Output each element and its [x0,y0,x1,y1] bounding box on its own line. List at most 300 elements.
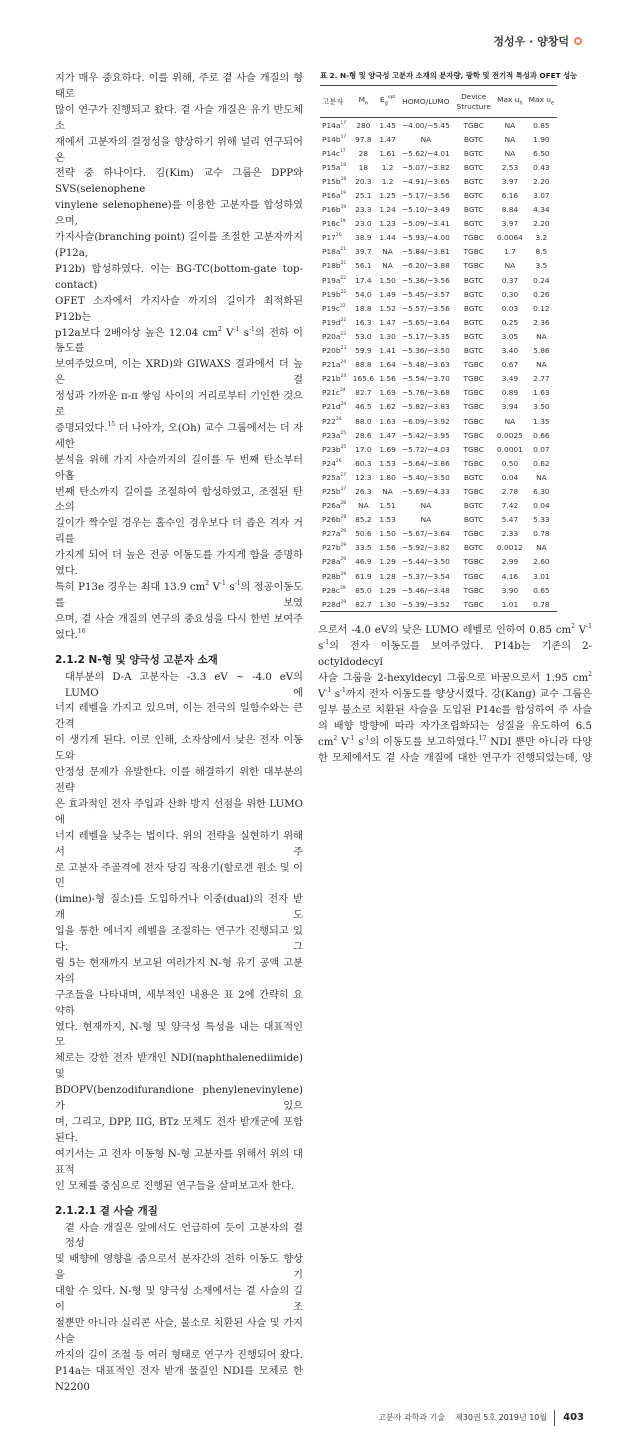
text-line [55,612,303,644]
two-column-body [55,71,592,1396]
cell-max-uh: 3.40 [501,346,519,356]
table-caption: 표 2. N-형 및 양극성 고분자 소재의 분자량, 광학 및 전기적 특성과 OFET 성능 [320,71,578,80]
polymer-name: P24 [322,458,336,468]
cell-max-uh: 5.47 [501,515,519,525]
polymer-name: P19a [322,275,341,285]
text-run: 가지게 되어 더 높은 전공 이동도를 가지게 함을 증명하였다. [55,550,303,578]
cell-device: TGBC [463,585,484,595]
cell-eg: 1.51 [379,501,396,511]
text-line [55,1179,303,1195]
text-run: 더 나아가, 오(Oh) 교수 그룹에서는 더 자세한 [55,422,303,450]
polymer-name: P28c [322,585,340,595]
superscript: -1 [233,325,240,333]
cell-device: BGTC [463,289,484,299]
cell-homo-lumo: −5.65/−3.64 [401,317,450,327]
cell-max-uh: 0.50 [501,458,519,468]
cell-eg: 1.23 [379,219,396,229]
cell-max-ue: 0.78 [533,599,550,609]
text-line [55,357,303,389]
table-row [320,259,557,273]
text-line [55,485,303,517]
cell-polymer [320,400,350,414]
cell-homo-lumo: NA [420,501,432,511]
text-line [55,421,303,453]
text-run: 은 효과적인 전자 주입과 산화 방지 선점을 위한 LUMO 에 [55,798,303,826]
cell-eg: 1.80 [379,472,396,482]
text-line [55,453,303,485]
reference-number: 18 [340,162,347,168]
cell-polymer [320,315,350,329]
page-footer [55,1410,584,1426]
text-run: BDOPV(benzodifurandione phenylenevinylene)가 있으 [55,1085,303,1113]
text-run: 의 전하 이동도를 [55,327,303,355]
cell-mn: 28 [358,148,369,158]
cell-homo-lumo: −5.17/−3.35 [401,331,450,341]
cell-max-ue: NA [536,543,547,553]
cell-polymer [320,442,350,456]
table-row [320,217,557,231]
reference-number: 27 [340,472,347,478]
cell-mn: 61.9 [355,571,372,581]
cell-polymer [320,583,350,597]
cell-mn: 23.3 [355,205,372,215]
reference-number: 28 [340,501,347,507]
cell-eg: 1.53 [379,515,396,525]
cell-polymer [320,456,350,470]
cell-mn: NA [358,501,369,511]
cell-max-uh: 3.05 [501,331,519,341]
page-number: 403 [563,1412,584,1423]
cell-mn: 59.9 [355,346,372,356]
cell-polymer [320,245,350,259]
polymer-name: P16b [322,205,341,215]
cell-max-ue: 0.12 [533,303,550,313]
cell-polymer [320,118,350,133]
cell-max-ue: NA [536,331,547,341]
cell-mn: 28.6 [355,430,372,440]
cell-max-ue: 0.65 [533,585,550,595]
table-row [320,174,557,188]
cell-max-ue: 0.66 [533,430,550,440]
text-run: 로 고분자 주골격에 전자 당김 작용기(할로겐 원소 및 이민 [55,862,303,890]
table-row [320,527,557,541]
reference-number: 27 [340,486,347,492]
table-row [320,301,557,315]
cell-polymer [320,160,350,174]
table-row [320,484,557,498]
cell-mn: 12.3 [355,472,372,482]
cell-eg: 1.69 [379,388,396,398]
polymer-name: P19c [322,303,340,313]
reference-number: 29 [340,557,347,563]
superscript: -1 [234,580,241,587]
polymer-name: P21b [322,374,341,384]
reference-number: 29 [340,571,347,577]
cell-max-ue: 0.07 [533,444,550,454]
cell-max-uh: 3.90 [501,585,519,595]
cell-mn: 53.0 [355,331,372,341]
text-run: s [331,688,340,700]
text-line [318,735,592,751]
cell-device: TGBC [463,430,484,440]
cell-max-uh: 3.97 [501,219,519,229]
cell-mn: 88.8 [355,360,372,370]
text-run: 절뿐만 아니라 실리콘 사슬, 불소로 치환된 사슬 및 가지사슬 [55,1317,303,1345]
polymer-name: P28d [322,599,341,609]
text-line [55,892,303,924]
reference-number: 26 [335,458,342,464]
cell-polymer [320,344,350,358]
cell-mn: 23.0 [355,219,372,229]
text-run: 의 전자 이동도를 보여주었다. P14b는 기존의 2-octyldodecyl [318,641,592,669]
cell-homo-lumo: −5.72/−4.03 [401,444,450,454]
text-run: 증명되었다. [55,422,108,434]
text-run: 곁 사슬 개질은 앞에서도 언급하여 듯이 고분자의 결정성 [65,1222,303,1250]
col-polymer: 고분자 [322,96,344,106]
cell-device: TGBC [463,557,484,567]
cell-eg: 1.56 [379,374,396,384]
text-line [55,326,303,358]
cell-homo-lumo: −5.42/−3.95 [401,430,450,440]
cell-mn: 60.3 [355,458,372,468]
cell-eg: 1.52 [379,303,396,313]
text-run: V [318,688,326,700]
cell-device: TGBC [463,486,484,496]
cell-max-ue: 6.30 [533,486,550,496]
polymer-name: P17 [322,233,336,243]
cell-eg: 1.53 [379,458,396,468]
polymer-name: P21a [322,360,341,370]
cell-mn: 56.1 [355,261,372,271]
cell-polymer [320,231,350,245]
superscript: 2 [333,734,338,742]
reference-number: 22 [339,303,346,309]
cell-eg: 1.50 [379,275,396,285]
cell-mn: 46.5 [355,402,372,412]
cell-max-ue: 3.01 [533,571,550,581]
reference-number: 23 [340,331,347,337]
cell-device: BGTC [463,501,484,511]
table-row [320,245,557,259]
cell-eg: 1.30 [379,331,396,341]
cell-max-ue: NA [536,472,547,482]
col-device: Device Structure [456,91,491,111]
polymer-name: P27a [322,529,341,539]
polymer-name: P15a [322,162,341,172]
cell-max-ue: 1.90 [533,134,550,144]
cell-device: BGTC [463,515,484,525]
superscript: 15 [107,420,116,428]
reference-number: 19 [340,205,347,211]
cell-polymer [320,484,350,498]
polymer-name: P28b [322,571,341,581]
cell-homo-lumo: −5.17/−3.56 [401,191,450,201]
cell-device: TGBC [463,529,484,539]
cell-max-ue: 6.50 [533,148,550,158]
cell-max-ue: 3.07 [533,191,550,201]
cell-max-uh: 0.67 [501,360,519,370]
table-row [320,315,557,329]
cell-max-ue: 0.26 [533,289,550,299]
reference-number: 23 [340,346,347,352]
reference-number: 21 [340,247,347,253]
text-run: 림 5는 현재까지 보고된 여러가지 N-형 유기 공액 고분자의 [55,957,303,985]
text-run: 으로서 -4.0 eV의 낮은 LUMO 레벨로 인하여 0.85 cm [318,625,572,637]
text-run: 여기서는 고 전자 이동형 N-형 고분자를 위해서 위의 대표적 [55,1148,303,1176]
cell-max-ue: 0.85 [533,120,550,130]
section-heading-2-1-2: 2.1.2 N-형 및 양극성 고분자 소재 [55,653,218,666]
cell-eg: 1.2 [381,176,394,186]
circle-icon [574,37,582,45]
polymer-name: P19b [322,289,341,299]
polymer-name: P20a [322,331,341,341]
text-line [55,1221,303,1253]
cell-max-uh: 3.49 [501,374,519,384]
table-row [320,132,557,146]
cell-polymer [320,358,350,372]
cell-max-ue: 0.62 [533,458,550,468]
table-row [320,555,557,569]
reference-number: 24 [340,402,347,408]
cell-max-uh: 6.16 [501,191,519,201]
polymer-name: P22 [322,416,336,426]
col-max-uh: Max $u_h$ [497,94,523,107]
cell-max-ue: 0.04 [533,501,550,511]
cell-polymer [320,329,350,343]
cell-max-uh: 0.03 [501,303,519,313]
table-row [320,372,557,386]
left-paragraph-2 [55,670,303,1195]
cell-eg: 1.47 [379,430,396,440]
cell-max-ue: 2.60 [533,557,550,567]
text-line [318,687,592,703]
cell-homo-lumo: −5.09/−3.41 [401,219,450,229]
cell-max-uh: NA [504,120,516,130]
reference-number: 17 [340,120,347,126]
cell-homo-lumo: −5.40/−3.50 [401,472,450,482]
cell-polymer [320,273,350,287]
reference-number: 29 [340,543,347,549]
table-row [320,146,557,160]
cell-homo-lumo: −5.37/−3.54 [401,571,450,581]
cell-max-uh: 2.99 [501,557,519,567]
cell-mn: 39.7 [355,247,372,257]
text-line [55,956,303,988]
cell-eg: 1.64 [379,360,396,370]
text-run: 일부 불소로 치환된 사슬을 도입된 P14c를 합성하여 주 사슬 [318,704,592,716]
reference-number: 18 [340,176,347,182]
cell-eg: 1.61 [379,148,396,158]
polymer-name: P14a [322,120,341,130]
cell-homo-lumo: −5.84/−3.81 [401,247,450,257]
cell-device: BGTC [463,543,484,553]
reference-number: 29 [339,585,346,591]
table-row [320,358,557,372]
footer-issue: 제30권 5호 2019년 10월 [455,1413,548,1422]
cell-mn: 25.1 [355,191,372,201]
reference-number: 29 [340,599,347,605]
text-line [55,988,303,1020]
cell-polymer [320,541,350,555]
reference-number: 22 [340,275,347,281]
cell-device: TGBC [463,233,484,243]
cell-device: BGTC [463,346,484,356]
superscript: -1 [363,734,370,742]
cell-mn: 280 [356,120,371,130]
text-line [55,166,303,198]
text-line [55,389,303,421]
cell-device: BGTC [463,162,484,172]
cell-eg: NA [382,247,393,257]
cell-device: BGTC [463,148,484,158]
polymer-name: P21d [322,402,341,412]
cell-homo-lumo: −5.48/−3.63 [401,360,450,370]
text-line [318,639,592,671]
text-run: vinylene selenophene)를 이용한 고분자를 합성하였으며, [55,200,303,228]
cell-eg: 1.28 [379,571,396,581]
reference-number: 21 [340,261,347,267]
cell-max-uh: NA [504,261,516,271]
reference-number: 17 [340,134,347,140]
text-run: 며, 그리고, DPP, IIG, BTz 모체도 전자 받개군에 포함된다. [55,1117,303,1144]
text-run: V [574,625,587,637]
text-run: P12b) 합성하였다. 이는 BG-TC(bottom-gate top-contact) [55,263,303,291]
table-row [320,188,557,202]
text-run: NDI 뿐만 아니라 다양 [486,736,592,748]
cell-polymer [320,301,350,315]
cell-max-uh: 0.89 [501,388,519,398]
reference-number: 29 [340,529,347,535]
text-line [55,103,303,135]
cell-mn: 18.8 [355,303,372,313]
cell-max-uh: 0.0064 [496,233,523,243]
text-line [55,861,303,893]
cell-polymer [320,188,350,202]
cell-polymer [320,513,350,527]
cell-max-ue: 2.36 [533,317,550,327]
cell-mn: 17.0 [355,444,372,454]
cell-homo-lumo: −5.45/−3.57 [401,289,450,299]
cell-device: BGTC [463,303,484,313]
properties-table [320,85,557,612]
cell-device: TGBC [463,261,484,271]
cell-eg: 1.69 [379,444,396,454]
cell-polymer [320,470,350,484]
cell-homo-lumo: NA [420,134,432,144]
cell-max-uh: 3.94 [501,402,519,412]
cell-eg: 1.41 [379,346,396,356]
text-line [55,294,303,326]
cell-mn: 50.6 [355,529,372,539]
polymer-name: P25b [322,486,341,496]
superscript: -1 [339,686,346,694]
cell-max-uh: 0.25 [501,317,519,327]
text-run: p12a보다 2배이상 높은 12.04 cm [55,327,218,339]
cell-mn: 82.7 [355,599,372,609]
polymer-name: P28a [322,557,341,567]
table-header-row [320,86,557,118]
polymer-name: P26b [322,515,341,525]
polymer-name: P18b [322,261,341,271]
text-line [55,1020,303,1052]
table-row [320,456,557,470]
text-line [55,1115,303,1147]
cell-mn: 165.6 [352,374,374,384]
cell-eg: 1.56 [379,543,396,553]
cell-eg: 1.47 [379,317,396,327]
cell-mn: 33.5 [355,543,372,553]
cell-polymer [320,499,350,513]
superscript: -1 [325,686,332,694]
text-run: 및 배향에 영향을 줌으로서 분자간의 전하 이동도 향상을 기 [55,1254,303,1282]
text-run: 한 모체에서도 곁 사슬 개질에 대한 연구가 진행되었는데, 양 [318,752,592,764]
text-run: 너지 레벨을 낮추는 법이다. 위의 전략을 실현하기 위해서 주 [55,830,303,858]
cell-eg: 1.25 [379,191,396,201]
superscript: 2 [571,623,575,631]
cell-mn: 85.0 [355,585,372,595]
cell-homo-lumo: NA [420,515,432,525]
cell-mn: 46.9 [355,557,372,567]
text-run: 분석을 위해 가지 사슬까지의 길이를 두 번째 탄소부터 아홉 [55,454,303,482]
text-run: 의 배향 방향에 따라 자가조립화되는 성질을 유도하여 6.5 [318,720,592,732]
cell-device: BGTC [463,275,484,285]
polymer-name: P14c [322,148,340,158]
cell-max-ue: 0.78 [533,529,550,539]
text-line [318,719,592,735]
cell-polymer [320,386,350,400]
polymer-name: P19d [322,317,341,327]
cell-max-uh: 2.78 [501,486,519,496]
reference-number: 28 [340,515,347,521]
cell-homo-lumo: −5.54/−3.70 [401,374,450,384]
cell-homo-lumo: −5.07/−3.82 [401,162,450,172]
cell-mn: 18 [358,162,369,172]
right-paragraph [318,623,592,766]
table-row [320,400,557,414]
text-run: 길이가 짝수일 경우는 홀수인 경우보다 더 좁은 격자 거리를 [55,518,303,546]
text-run: V [221,327,234,339]
cell-polymer [320,414,350,428]
table-row [320,203,557,217]
polymer-name: P25a [322,472,341,482]
text-line [55,670,303,702]
text-line [318,703,592,719]
right-column [318,71,592,766]
text-line [55,1284,303,1316]
cell-polymer [320,203,350,217]
polymer-name: P18a [322,247,341,257]
text-run: s [239,327,249,339]
cell-device: BGTC [463,176,484,186]
cell-polymer [320,597,350,612]
cell-device: BGTC [463,205,484,215]
cell-max-uh: 0.0001 [496,444,523,454]
polymer-name: P14b [322,134,341,144]
table-row [320,583,557,597]
table-row [320,344,557,358]
cell-homo-lumo: −5.36/−3.50 [401,346,450,356]
text-line [55,1252,303,1284]
cell-eg: 1.63 [379,416,396,426]
text-run: 인 모체를 중심으로 진행된 연구들을 살펴보고자 한다. [55,1180,295,1192]
text-run: 체로는 강한 전자 받개인 NDI(naphthalenediimide) 및 [55,1053,303,1081]
table-row [320,231,557,245]
cell-eg: 1.45 [379,120,396,130]
superscript: -1 [586,623,592,631]
cell-eg: 1.50 [379,529,396,539]
text-line [55,135,303,167]
header-authors: 정성우 · 양창덕 [493,35,569,48]
